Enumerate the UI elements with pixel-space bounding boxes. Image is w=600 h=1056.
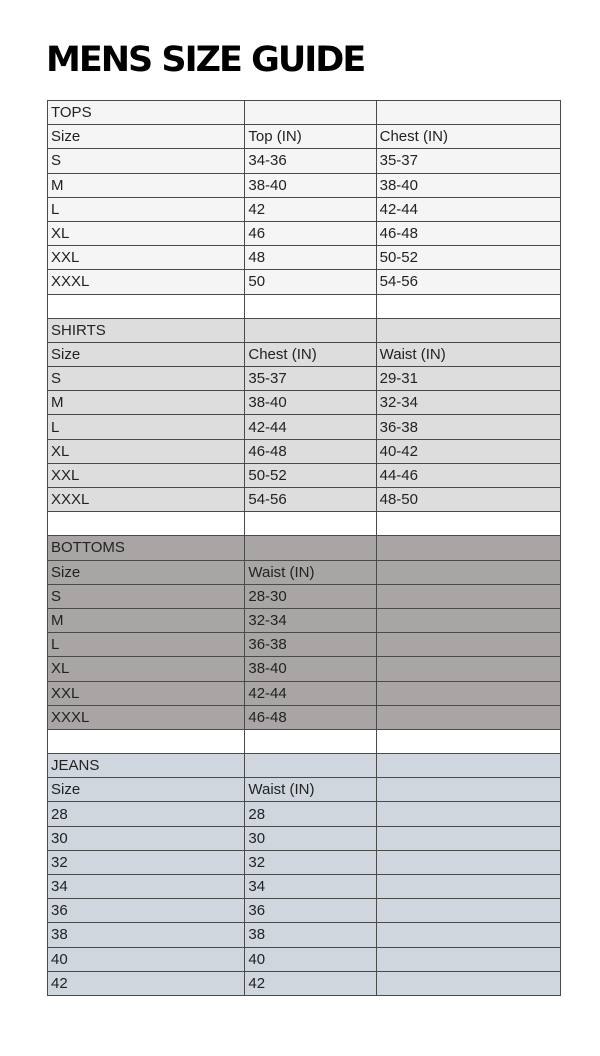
shirts-size-row xyxy=(48,439,561,463)
bottoms-size-row-cell-1: XXL xyxy=(48,681,245,705)
bottoms-size-row xyxy=(48,657,561,681)
shirts-size-row-cell-1: L xyxy=(48,415,245,439)
shirts-spacer-row-cell-3 xyxy=(376,512,560,536)
bottoms-header-row-cell-1: Size xyxy=(48,560,245,584)
shirts-size-row-cell-1: M xyxy=(48,391,245,415)
jeans-size-row-cell-1: 42 xyxy=(48,971,245,995)
bottoms-section-title-row-cell-2 xyxy=(245,536,376,560)
tops-header-row-cell-2: Top (IN) xyxy=(245,125,376,149)
jeans-size-row xyxy=(48,850,561,874)
jeans-size-row-cell-3 xyxy=(376,802,560,826)
bottoms-size-row-cell-1: L xyxy=(48,633,245,657)
tops-spacer-row-cell-1 xyxy=(48,294,245,318)
bottoms-size-row-cell-2: 42-44 xyxy=(245,681,376,705)
tops-size-row-cell-2: 50 xyxy=(245,270,376,294)
tops-header-row xyxy=(48,125,561,149)
tops-size-row-cell-3: 35-37 xyxy=(376,149,560,173)
bottoms-size-row xyxy=(48,681,561,705)
shirts-header-row-cell-3: Waist (IN) xyxy=(376,342,560,366)
shirts-size-row-cell-2: 46-48 xyxy=(245,439,376,463)
tops-size-row xyxy=(48,221,561,245)
jeans-size-row-cell-3 xyxy=(376,923,560,947)
bottoms-spacer-row-cell-3 xyxy=(376,729,560,753)
bottoms-size-row-cell-2: 32-34 xyxy=(245,608,376,632)
bottoms-size-row xyxy=(48,705,561,729)
bottoms-section-title-row xyxy=(48,536,561,560)
bottoms-size-row-cell-1: M xyxy=(48,608,245,632)
shirts-size-row-cell-1: XXL xyxy=(48,463,245,487)
jeans-header-row-cell-2: Waist (IN) xyxy=(245,778,376,802)
jeans-size-row-cell-2: 40 xyxy=(245,947,376,971)
shirts-spacer-row xyxy=(48,512,561,536)
jeans-size-row-cell-1: 34 xyxy=(48,875,245,899)
tops-spacer-row-cell-2 xyxy=(245,294,376,318)
tops-header-row-cell-3: Chest (IN) xyxy=(376,125,560,149)
shirts-size-row-cell-1: S xyxy=(48,367,245,391)
shirts-size-row-cell-2: 35-37 xyxy=(245,367,376,391)
jeans-size-row-cell-2: 32 xyxy=(245,850,376,874)
bottoms-header-row xyxy=(48,560,561,584)
jeans-size-row-cell-1: 28 xyxy=(48,802,245,826)
jeans-size-row-cell-2: 34 xyxy=(245,875,376,899)
tops-size-row-cell-3: 54-56 xyxy=(376,270,560,294)
tops-size-row xyxy=(48,197,561,221)
jeans-header-row xyxy=(48,778,561,802)
jeans-section-title-row xyxy=(48,754,561,778)
tops-size-row xyxy=(48,246,561,270)
bottoms-size-row-cell-3 xyxy=(376,681,560,705)
tops-size-row-cell-1: L xyxy=(48,197,245,221)
tops-spacer-row xyxy=(48,294,561,318)
jeans-section-title-row-cell-3 xyxy=(376,754,560,778)
jeans-section-title-row-cell-1: JEANS xyxy=(48,754,245,778)
tops-size-row-cell-3: 50-52 xyxy=(376,246,560,270)
tops-size-row-cell-2: 38-40 xyxy=(245,173,376,197)
shirts-size-row-cell-1: XXXL xyxy=(48,488,245,512)
jeans-size-row xyxy=(48,971,561,995)
jeans-section-title-row-cell-2 xyxy=(245,754,376,778)
jeans-size-row-cell-2: 38 xyxy=(245,923,376,947)
shirts-size-row xyxy=(48,367,561,391)
bottoms-size-row-cell-2: 46-48 xyxy=(245,705,376,729)
tops-size-row xyxy=(48,149,561,173)
tops-size-row-cell-1: M xyxy=(48,173,245,197)
tops-size-row-cell-2: 46 xyxy=(245,221,376,245)
bottoms-size-row-cell-3 xyxy=(376,705,560,729)
jeans-size-row-cell-1: 30 xyxy=(48,826,245,850)
tops-section-title-row-cell-2 xyxy=(245,101,376,125)
jeans-size-row xyxy=(48,802,561,826)
jeans-size-row-cell-3 xyxy=(376,826,560,850)
tops-spacer-row-cell-3 xyxy=(376,294,560,318)
jeans-size-row-cell-3 xyxy=(376,875,560,899)
shirts-size-row xyxy=(48,463,561,487)
shirts-size-row-cell-3: 32-34 xyxy=(376,391,560,415)
bottoms-spacer-row xyxy=(48,729,561,753)
shirts-spacer-row-cell-2 xyxy=(245,512,376,536)
shirts-size-row-cell-3: 44-46 xyxy=(376,463,560,487)
tops-section-title-row xyxy=(48,101,561,125)
shirts-size-row-cell-3: 48-50 xyxy=(376,488,560,512)
bottoms-size-row-cell-3 xyxy=(376,608,560,632)
jeans-size-row-cell-1: 40 xyxy=(48,947,245,971)
tops-section-title-row-cell-3 xyxy=(376,101,560,125)
jeans-size-row xyxy=(48,923,561,947)
tops-size-row-cell-3: 38-40 xyxy=(376,173,560,197)
bottoms-size-row-cell-3 xyxy=(376,633,560,657)
shirts-size-row-cell-2: 54-56 xyxy=(245,488,376,512)
tops-size-row-cell-3: 42-44 xyxy=(376,197,560,221)
shirts-section-title-row-cell-3 xyxy=(376,318,560,342)
bottoms-size-row-cell-1: XL xyxy=(48,657,245,681)
bottoms-size-row-cell-2: 36-38 xyxy=(245,633,376,657)
jeans-size-row-cell-2: 42 xyxy=(245,971,376,995)
bottoms-section-title-row-cell-3 xyxy=(376,536,560,560)
bottoms-size-row-cell-1: S xyxy=(48,584,245,608)
tops-size-row-cell-2: 48 xyxy=(245,246,376,270)
jeans-size-row-cell-1: 38 xyxy=(48,923,245,947)
jeans-size-row-cell-3 xyxy=(376,899,560,923)
shirts-size-row-cell-3: 40-42 xyxy=(376,439,560,463)
jeans-size-row-cell-3 xyxy=(376,947,560,971)
jeans-size-row-cell-2: 36 xyxy=(245,899,376,923)
jeans-size-row-cell-2: 30 xyxy=(245,826,376,850)
bottoms-size-row-cell-3 xyxy=(376,584,560,608)
shirts-section-title-row-cell-1: SHIRTS xyxy=(48,318,245,342)
jeans-header-row-cell-1: Size xyxy=(48,778,245,802)
bottoms-size-row xyxy=(48,633,561,657)
jeans-header-row-cell-3 xyxy=(376,778,560,802)
size-guide-table xyxy=(47,100,561,996)
shirts-size-row xyxy=(48,391,561,415)
shirts-size-row-cell-2: 38-40 xyxy=(245,391,376,415)
jeans-size-row-cell-3 xyxy=(376,971,560,995)
jeans-size-row xyxy=(48,826,561,850)
bottoms-section-title-row-cell-1: BOTTOMS xyxy=(48,536,245,560)
shirts-header-row-cell-2: Chest (IN) xyxy=(245,342,376,366)
shirts-spacer-row-cell-1 xyxy=(48,512,245,536)
bottoms-header-row-cell-2: Waist (IN) xyxy=(245,560,376,584)
jeans-size-row xyxy=(48,875,561,899)
tops-size-row-cell-1: XXL xyxy=(48,246,245,270)
page-title: MENS SIZE GUIDE xyxy=(46,40,365,80)
tops-size-row-cell-3: 46-48 xyxy=(376,221,560,245)
bottoms-spacer-row-cell-2 xyxy=(245,729,376,753)
tops-size-row-cell-1: XXXL xyxy=(48,270,245,294)
jeans-size-row-cell-1: 36 xyxy=(48,899,245,923)
size-guide-table-body xyxy=(48,101,561,996)
bottoms-spacer-row-cell-1 xyxy=(48,729,245,753)
tops-section-title-row-cell-1: TOPS xyxy=(48,101,245,125)
jeans-size-row xyxy=(48,899,561,923)
shirts-size-row-cell-3: 29-31 xyxy=(376,367,560,391)
tops-size-row xyxy=(48,270,561,294)
shirts-size-row-cell-2: 50-52 xyxy=(245,463,376,487)
jeans-size-row-cell-3 xyxy=(376,850,560,874)
bottoms-size-row-cell-1: XXXL xyxy=(48,705,245,729)
tops-size-row-cell-2: 34-36 xyxy=(245,149,376,173)
jeans-size-row-cell-1: 32 xyxy=(48,850,245,874)
shirts-size-row xyxy=(48,488,561,512)
shirts-size-row xyxy=(48,415,561,439)
bottoms-size-row-cell-2: 38-40 xyxy=(245,657,376,681)
bottoms-size-row xyxy=(48,608,561,632)
shirts-section-title-row xyxy=(48,318,561,342)
bottoms-header-row-cell-3 xyxy=(376,560,560,584)
tops-size-row-cell-1: XL xyxy=(48,221,245,245)
shirts-header-row xyxy=(48,342,561,366)
shirts-size-row-cell-2: 42-44 xyxy=(245,415,376,439)
shirts-size-row-cell-1: XL xyxy=(48,439,245,463)
shirts-size-row-cell-3: 36-38 xyxy=(376,415,560,439)
bottoms-size-row xyxy=(48,584,561,608)
shirts-header-row-cell-1: Size xyxy=(48,342,245,366)
tops-header-row-cell-1: Size xyxy=(48,125,245,149)
tops-size-row xyxy=(48,173,561,197)
shirts-section-title-row-cell-2 xyxy=(245,318,376,342)
bottoms-size-row-cell-3 xyxy=(376,657,560,681)
jeans-size-row-cell-2: 28 xyxy=(245,802,376,826)
jeans-size-row xyxy=(48,947,561,971)
tops-size-row-cell-1: S xyxy=(48,149,245,173)
bottoms-size-row-cell-2: 28-30 xyxy=(245,584,376,608)
tops-size-row-cell-2: 42 xyxy=(245,197,376,221)
